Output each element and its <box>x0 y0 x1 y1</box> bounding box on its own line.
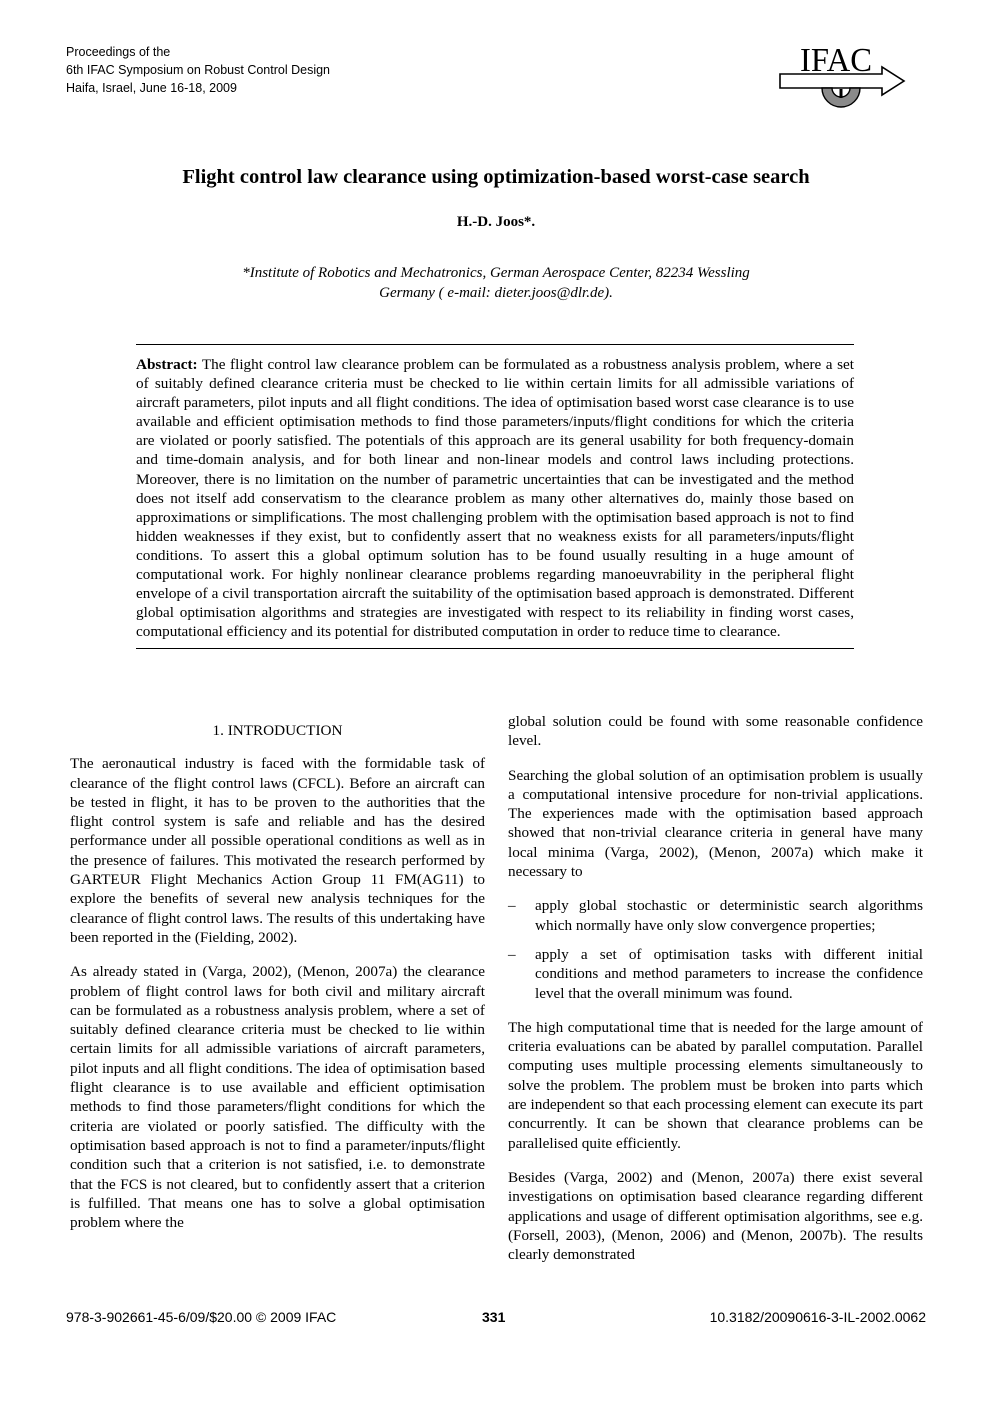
list-item <box>508 896 923 935</box>
paper-title: Flight control law clearance using optimization-based worst-case search <box>182 166 810 188</box>
list-item-text: apply a set of optimisation tasks with different initial conditions and method parameters to increase the confidence level that the overall minimum was found. <box>535 945 923 1002</box>
paragraph: The high computational time that is needed for the large amount of criteria evaluations can be abated by parallel computation. Parallel computing uses multiple processing elements simultaneously to solve the problem. The problem must be broken into parts which are independent so that each processing element can execute its part concurrently. It can be shown that clearance problems can be parallelised quite efficiently. <box>508 1018 923 1152</box>
proceedings-line: Haifa, Israel, June 16-18, 2009 <box>66 81 237 95</box>
paragraph: Searching the global solution of an optimisation problem is usually a computational intensive procedure for non-trivial applications. The experiences made with the optimisation based approach showed that non-trivial clearance criteria in general have many local minima (Varga, 2002), (Menon, 2007a) which make it necessary to <box>508 766 923 881</box>
bullet-marker: – <box>508 897 516 915</box>
bullet-marker: – <box>508 945 516 963</box>
paragraph: global solution could be found with some reasonable confidence level. <box>508 713 923 750</box>
paragraph: As already stated in (Varga, 2002), (Menon, 2007a) the clearance problem of flight control laws for both civil and military aircraft can be formulated as a robustness analysis problem, where a set of suitably defined clearance criteria must be checked to lie within certain limits for all admissible variations of aircraft parameters, pilot inputs and all flight conditions. The idea of optimisation based flight clearance is to use available and efficient optimisation methods to find those parameters/flight conditions for which the criteria are violated or poorly satisfied. The difficulty with the optimisation based approach is not to find a parameter/inputs/flight condition such that a criterion is not satisfied, i.e. to demonstrate that the FCS is not cleared, but to confidently assert that a criterion is fulfilled. That means one has to solve a global optimisation problem where the <box>70 963 485 1232</box>
affiliation-line: *Institute of Robotics and Mechatronics, German Aerospace Center, 82234 Wessling <box>242 265 750 281</box>
paragraph: Besides (Varga, 2002) and (Menon, 2007a) there exist several investigations on optimisation based clearance regarding different applications and usage of different optimisation algorithms, see e.g. (Forsell, 2003), (Menon, 2006) and (Menon, 2007b). The results clearly demonstrated <box>508 1168 923 1264</box>
ifac-logo <box>774 38 908 128</box>
author: H.-D. Joos*. <box>456 214 536 230</box>
paragraph: The aeronautical industry is faced with the formidable task of clearance of the flight control laws (CFCL). Before an aircraft can be tested in flight, it has to be proven to the authorities that the flight control system is safe and reliable and has the desired performance under all possible operational conditions as well as in the presence of failures. This motivated the research performed by GARTEUR Flight Mechanics Action Group 11 FM(AG11) to explore the benefits of several new analysis techniques for the clearance of flight control laws. The results of this undertaking have been reported in the (Fielding, 2002). <box>70 755 485 946</box>
proceedings-header <box>66 43 330 97</box>
bullet-list <box>508 896 923 1002</box>
right-column <box>508 712 923 1279</box>
left-column <box>70 712 485 1247</box>
abstract-text: The flight control law clearance problem can be formulated as a robustness analysis problem, where a set of suitably defined clearance criteria must be checked to lie within certain limits for all admissible variations of aircraft parameters, pilot inputs and all flight conditions. The idea of optimisation based worst case clearance is to use available and efficient optimisation methods to find those parameters/inputs/flight conditions for which the criteria are violated or poorly satisfied. The potentials of this approach are its general usability for both frequency-domain and time-domain analysis, and for both linear and non-linear models and control laws including protections. Moreover, there is no limitation on the number of parametric uncertainties that can be investigated and the method does not itself add conservatism to the clearance problem as many other alternatives do, mainly those based on approximations or simplifications. The most challenging problem with the optimisation based approach is not to find hidden weaknesses if they exist, but to confidently assert that no weakness exists for all parameters/inputs/flight conditions. To assert this a global optimum solution has to be found usually resulting in a huge amount of computational work. For highly nonlinear clearance problems regarding manoeuvrability in the peripheral flight envelope of a civil transportation aircraft the suitability of the optimisation based approach is demonstrated. Different global optimisation algorithms and strategies are investigated with respect to its reliability in finding worst cases, computational efficiency and its potential for distributed computation in order to reduce time to clearance. <box>136 356 854 641</box>
proceedings-line: 6th IFAC Symposium on Robust Control Design <box>66 63 331 77</box>
list-item <box>508 945 923 1003</box>
isbn: 978-3-902661-45-6/09/$20.00 © 2009 IFAC <box>66 1309 337 1325</box>
affiliation <box>0 263 992 303</box>
abstract-label: Abstract: <box>136 356 198 373</box>
proceedings-line: Proceedings of the <box>66 45 171 59</box>
section-heading: 1. INTRODUCTION <box>212 722 343 739</box>
list-item-text: apply global stochastic or deterministic search algorithms which normally have only slow convergence properties; <box>535 897 923 934</box>
doi: 10.3182/20090616-3-IL-2002.0062 <box>709 1309 926 1325</box>
abstract <box>136 355 854 641</box>
ifac-logo-text: IFAC <box>800 42 872 79</box>
page-number: 331 <box>482 1309 506 1325</box>
affiliation-line: Germany ( e-mail: dieter.joos@dlr.de). <box>379 285 613 301</box>
abstract-box <box>136 344 854 649</box>
